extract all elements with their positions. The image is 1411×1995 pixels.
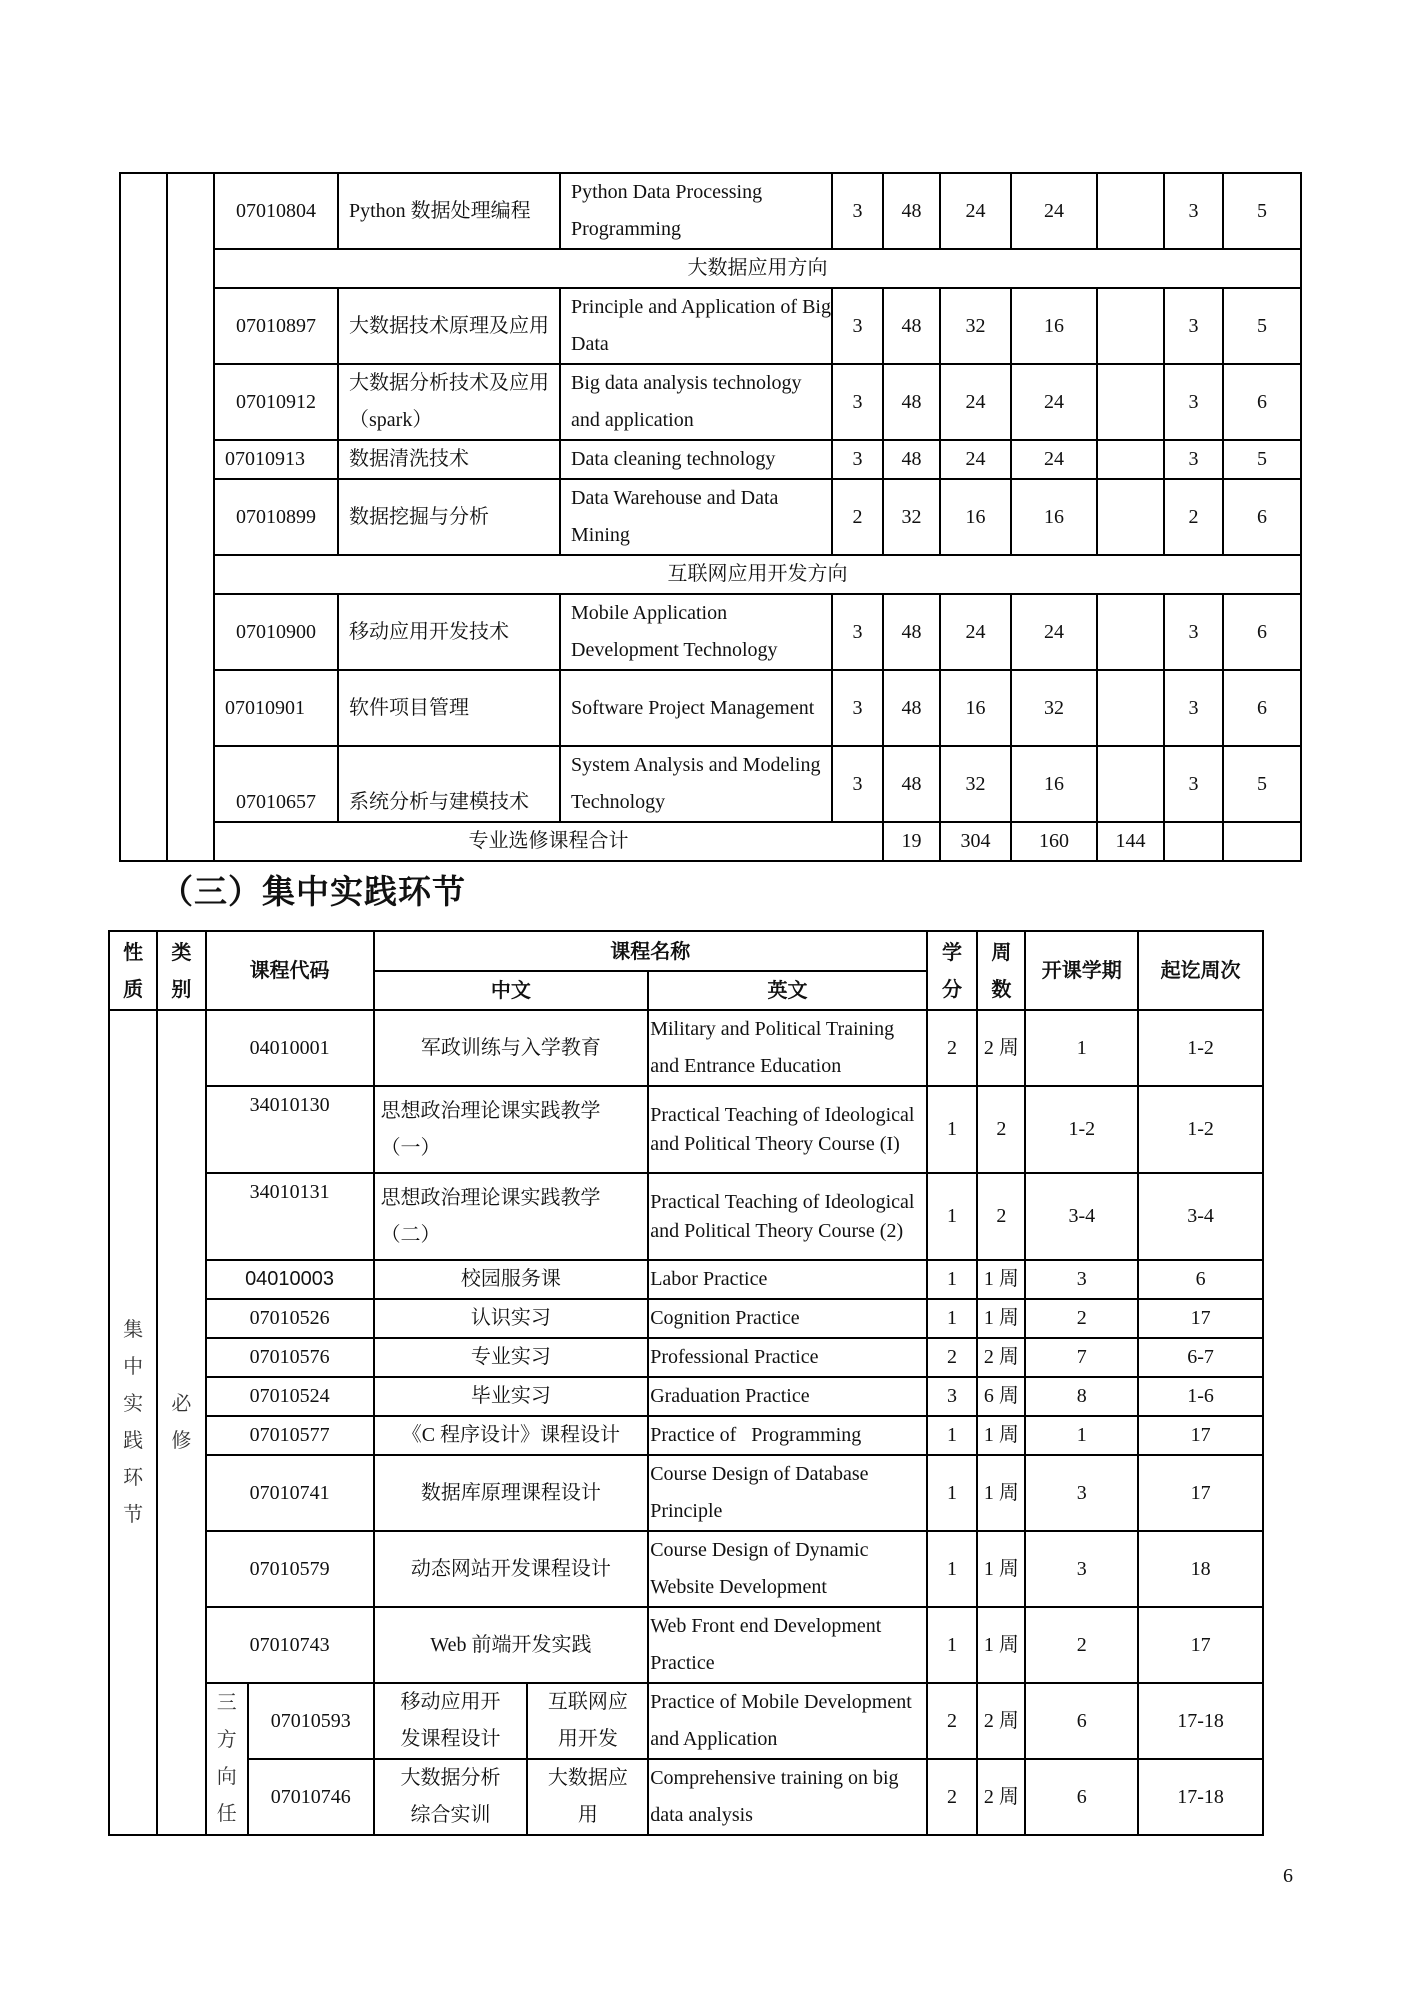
weekly-hours: 2 <box>1164 479 1223 555</box>
lecture-hours: 24 <box>940 594 1011 670</box>
week-range: 6 <box>1138 1260 1263 1299</box>
weeks: 1 周 <box>977 1299 1025 1338</box>
course-name-cn: 思想政治理论课实践教学（二） <box>374 1173 649 1260</box>
course-code: 07010899 <box>214 479 338 555</box>
header-row <box>109 931 1263 971</box>
category-cell <box>167 173 214 861</box>
course-code: 07010804 <box>214 173 338 249</box>
course-name-cn: 数据挖掘与分析 <box>338 479 560 555</box>
course-code: 04010003 <box>206 1260 374 1299</box>
course-name-en: Software Project Management <box>560 670 832 746</box>
header-weeks <box>977 931 1025 1010</box>
lab-hours: 16 <box>1011 288 1097 364</box>
weeks: 1 周 <box>977 1607 1025 1683</box>
table-row <box>109 1086 1263 1173</box>
course-name-cn: 军政训练与入学教育 <box>374 1010 649 1086</box>
credit: 1 <box>927 1455 977 1531</box>
semester: 6 <box>1025 1683 1138 1759</box>
header-cn: 中文 <box>374 971 649 1010</box>
course-name-en: Practical Teaching of Ideological and Political Theory Course (2) <box>648 1173 927 1260</box>
header-code: 课程代码 <box>206 931 374 1010</box>
group-header-row <box>120 249 1301 288</box>
course-code: 07010593 <box>248 1683 374 1759</box>
lecture-hours: 32 <box>940 288 1011 364</box>
week-range: 17 <box>1138 1607 1263 1683</box>
table-row <box>109 1338 1263 1377</box>
semester: 2 <box>1025 1299 1138 1338</box>
week-range: 3-4 <box>1138 1173 1263 1260</box>
total-hours: 48 <box>883 173 940 249</box>
week-range: 1-2 <box>1138 1086 1263 1173</box>
other-hours <box>1097 440 1164 479</box>
lab-hours: 24 <box>1011 364 1097 440</box>
table-row <box>109 1683 1263 1759</box>
week-range: 17 <box>1138 1299 1263 1338</box>
course-name-cn: 数据清洗技术 <box>338 440 560 479</box>
credit: 3 <box>832 670 883 746</box>
course-code: 07010524 <box>206 1377 374 1416</box>
semester: 5 <box>1223 173 1301 249</box>
week-range: 6-7 <box>1138 1338 1263 1377</box>
table-row <box>120 594 1301 670</box>
table-row <box>120 670 1301 746</box>
group-label-web: 互联网应用开发方向 <box>214 555 1301 594</box>
total-lecture-hours: 160 <box>1011 822 1097 861</box>
total-credit: 19 <box>883 822 940 861</box>
lab-hours: 24 <box>1011 440 1097 479</box>
other-hours <box>1097 670 1164 746</box>
lecture-hours: 16 <box>940 670 1011 746</box>
header-week-range: 起讫周次 <box>1138 931 1263 1010</box>
category-value: 必修 <box>171 1392 192 1452</box>
semester: 6 <box>1223 364 1301 440</box>
total-weekly-hours <box>1223 822 1301 861</box>
course-name-cn: 移动应用开发技术 <box>338 594 560 670</box>
weeks: 2 <box>977 1173 1025 1260</box>
week-range: 1-2 <box>1138 1010 1263 1086</box>
weeks: 1 周 <box>977 1260 1025 1299</box>
other-hours <box>1097 594 1164 670</box>
course-name-en: Practical Teaching of Ideological and Political Theory Course (I) <box>648 1086 927 1173</box>
direction-name <box>527 1759 648 1835</box>
course-code: 07010576 <box>206 1338 374 1377</box>
table-row <box>120 746 1301 822</box>
table-row <box>120 479 1301 555</box>
other-hours <box>1097 288 1164 364</box>
course-name-cn: 思想政治理论课实践教学（一） <box>374 1086 649 1173</box>
course-name-en: Big data analysis technology and application <box>560 364 832 440</box>
table-row <box>109 1299 1263 1338</box>
course-name-en: Comprehensive training on big data analysis <box>648 1759 927 1835</box>
weekly-hours: 3 <box>1164 594 1223 670</box>
direction-label: 三方向任 <box>216 1692 237 1825</box>
total-label: 专业选修课程合计 <box>214 822 883 861</box>
weekly-hours: 3 <box>1164 440 1223 479</box>
course-code: 07010579 <box>206 1531 374 1607</box>
credit: 3 <box>832 746 883 822</box>
credit: 2 <box>927 1683 977 1759</box>
lecture-hours: 24 <box>940 364 1011 440</box>
direction-name-text: 大数据应用 <box>547 1767 628 1826</box>
credit: 3 <box>832 594 883 670</box>
course-name-cn: 软件项目管理 <box>338 670 560 746</box>
other-hours <box>1097 173 1164 249</box>
course-name-en: Military and Political Training and Entrance Education <box>648 1010 927 1086</box>
header-nature-text: 性质 <box>123 939 144 1001</box>
total-hours: 48 <box>883 440 940 479</box>
course-code: 07010577 <box>206 1416 374 1455</box>
semester: 5 <box>1223 746 1301 822</box>
header-credit <box>927 931 977 1010</box>
semester: 2 <box>1025 1607 1138 1683</box>
semester: 3 <box>1025 1531 1138 1607</box>
credit: 2 <box>927 1759 977 1835</box>
week-range: 17-18 <box>1138 1683 1263 1759</box>
course-name-en: Practice of Programming <box>648 1416 927 1455</box>
total-hours: 48 <box>883 746 940 822</box>
total-other-hours <box>1164 822 1223 861</box>
lecture-hours: 24 <box>940 173 1011 249</box>
course-code: 34010131 <box>206 1173 374 1260</box>
course-code: 07010900 <box>214 594 338 670</box>
course-code: 07010657 <box>214 746 338 822</box>
course-code: 07010913 <box>214 440 338 479</box>
weeks: 2 周 <box>977 1010 1025 1086</box>
course-name-cn: 大数据分析技术及应用（spark） <box>338 364 560 440</box>
credit: 1 <box>927 1260 977 1299</box>
course-code: 04010001 <box>206 1010 374 1086</box>
header-course-name: 课程名称 <box>374 931 927 971</box>
header-weeks-text: 周数 <box>991 939 1012 1001</box>
semester: 1 <box>1025 1416 1138 1455</box>
week-range: 18 <box>1138 1531 1263 1607</box>
header-category-text: 类别 <box>171 939 192 1001</box>
weekly-hours: 3 <box>1164 173 1223 249</box>
header-nature <box>109 931 157 1010</box>
category-value-cell <box>157 1010 205 1835</box>
course-name-cn: 毕业实习 <box>374 1377 649 1416</box>
semester: 3-4 <box>1025 1173 1138 1260</box>
semester: 6 <box>1223 479 1301 555</box>
credit: 1 <box>927 1607 977 1683</box>
course-name-en: Data Warehouse and Data Mining <box>560 479 832 555</box>
weekly-hours: 3 <box>1164 746 1223 822</box>
other-hours <box>1097 364 1164 440</box>
weekly-hours: 3 <box>1164 670 1223 746</box>
course-name-en: Cognition Practice <box>648 1299 927 1338</box>
total-hours: 304 <box>940 822 1011 861</box>
credit: 1 <box>927 1416 977 1455</box>
course-code: 07010743 <box>206 1607 374 1683</box>
weeks: 2 周 <box>977 1683 1025 1759</box>
table-row <box>109 1173 1263 1260</box>
course-code: 07010901 <box>214 670 338 746</box>
weeks: 1 周 <box>977 1455 1025 1531</box>
semester: 7 <box>1025 1338 1138 1377</box>
week-range: 17 <box>1138 1455 1263 1531</box>
course-code: 34010130 <box>206 1086 374 1173</box>
course-code: 07010526 <box>206 1299 374 1338</box>
course-name-cn <box>374 1683 528 1759</box>
course-name-cn: 校园服务课 <box>374 1260 649 1299</box>
course-name-cn-text: 移动应用开发课程设计 <box>400 1691 501 1750</box>
nature-value-cell <box>109 1010 157 1835</box>
weeks: 1 周 <box>977 1531 1025 1607</box>
course-name-en: Labor Practice <box>648 1260 927 1299</box>
course-name-en: Data cleaning technology <box>560 440 832 479</box>
credit: 1 <box>927 1173 977 1260</box>
credit: 2 <box>927 1010 977 1086</box>
course-name-cn: 动态网站开发课程设计 <box>374 1531 649 1607</box>
weekly-hours: 3 <box>1164 288 1223 364</box>
semester: 5 <box>1223 288 1301 364</box>
nature-value: 集中实践环节 <box>123 1318 144 1526</box>
credit: 3 <box>832 440 883 479</box>
direction-label-cell <box>206 1683 248 1835</box>
semester: 6 <box>1223 670 1301 746</box>
weeks: 6 周 <box>977 1377 1025 1416</box>
table-row <box>109 1531 1263 1607</box>
course-name-en: Professional Practice <box>648 1338 927 1377</box>
table-row <box>120 173 1301 249</box>
total-hours: 32 <box>883 479 940 555</box>
weekly-hours: 3 <box>1164 364 1223 440</box>
header-semester: 开课学期 <box>1025 931 1138 1010</box>
total-hours: 48 <box>883 288 940 364</box>
course-name-cn: 数据库原理课程设计 <box>374 1455 649 1531</box>
header-en: 英文 <box>648 971 927 1010</box>
semester: 6 <box>1025 1759 1138 1835</box>
week-range: 17 <box>1138 1416 1263 1455</box>
credit: 2 <box>832 479 883 555</box>
course-name-en: Course Design of Database Principle <box>648 1455 927 1531</box>
lab-hours: 16 <box>1011 479 1097 555</box>
total-lab-hours: 144 <box>1097 822 1164 861</box>
course-code: 07010897 <box>214 288 338 364</box>
other-hours <box>1097 746 1164 822</box>
course-name-cn: Web 前端开发实践 <box>374 1607 649 1683</box>
lecture-hours: 16 <box>940 479 1011 555</box>
table-row <box>120 288 1301 364</box>
course-name-en: Python Data Processing Programming <box>560 173 832 249</box>
semester: 1 <box>1025 1010 1138 1086</box>
other-hours <box>1097 479 1164 555</box>
table-row <box>109 1759 1263 1835</box>
table-row <box>109 1260 1263 1299</box>
total-row <box>120 822 1301 861</box>
course-name-en: Graduation Practice <box>648 1377 927 1416</box>
credit: 3 <box>832 288 883 364</box>
credit: 3 <box>832 173 883 249</box>
week-range: 1-6 <box>1138 1377 1263 1416</box>
table-row <box>109 1010 1263 1086</box>
course-name-en: Principle and Application of Big Data <box>560 288 832 364</box>
table-row <box>109 1607 1263 1683</box>
weeks: 2 周 <box>977 1338 1025 1377</box>
total-hours: 48 <box>883 364 940 440</box>
lecture-hours: 24 <box>940 440 1011 479</box>
course-name-en: System Analysis and Modeling Technology <box>560 746 832 822</box>
credit: 1 <box>927 1086 977 1173</box>
credit: 3 <box>927 1377 977 1416</box>
semester: 3 <box>1025 1455 1138 1531</box>
course-name-en: Practice of Mobile Development and Application <box>648 1683 927 1759</box>
semester: 6 <box>1223 594 1301 670</box>
course-name-cn: 专业实习 <box>374 1338 649 1377</box>
total-hours: 48 <box>883 594 940 670</box>
course-name-cn: 系统分析与建模技术 <box>338 746 560 822</box>
direction-name-text: 互联网应用开发 <box>547 1691 628 1750</box>
course-code: 07010746 <box>248 1759 374 1835</box>
weeks: 2 <box>977 1086 1025 1173</box>
direction-name <box>527 1683 648 1759</box>
table-row <box>109 1416 1263 1455</box>
table-row <box>109 1377 1263 1416</box>
course-name-cn: 《C 程序设计》课程设计 <box>374 1416 649 1455</box>
lab-hours: 16 <box>1011 746 1097 822</box>
lab-hours: 24 <box>1011 594 1097 670</box>
course-code: 07010741 <box>206 1455 374 1531</box>
total-hours: 48 <box>883 670 940 746</box>
course-name-en: Web Front end Development Practice <box>648 1607 927 1683</box>
course-name-cn: Python 数据处理编程 <box>338 173 560 249</box>
credit: 3 <box>832 364 883 440</box>
course-name-cn: 大数据技术原理及应用 <box>338 288 560 364</box>
credit: 1 <box>927 1531 977 1607</box>
group-label-bigdata: 大数据应用方向 <box>214 249 1301 288</box>
course-name-en: Mobile Application Development Technology <box>560 594 832 670</box>
group-header-row <box>120 555 1301 594</box>
course-name-cn <box>374 1759 528 1835</box>
practice-courses-table <box>108 930 1264 1836</box>
table-row <box>109 1455 1263 1531</box>
credit: 1 <box>927 1299 977 1338</box>
page-number: 6 <box>1283 1865 1293 1887</box>
semester: 5 <box>1223 440 1301 479</box>
section-title: （三）集中实践环节 <box>160 872 466 911</box>
week-range: 17-18 <box>1138 1759 1263 1835</box>
header-category <box>157 931 205 1010</box>
header-credit-text: 学分 <box>942 939 963 1001</box>
lab-hours: 24 <box>1011 173 1097 249</box>
semester: 1-2 <box>1025 1086 1138 1173</box>
course-name-en: Course Design of Dynamic Website Development <box>648 1531 927 1607</box>
nature-cell <box>120 173 167 861</box>
semester: 8 <box>1025 1377 1138 1416</box>
course-name-cn-text: 大数据分析综合实训 <box>400 1767 501 1826</box>
elective-courses-table <box>119 172 1302 862</box>
lab-hours: 32 <box>1011 670 1097 746</box>
course-code: 07010912 <box>214 364 338 440</box>
semester: 3 <box>1025 1260 1138 1299</box>
table-row <box>120 440 1301 479</box>
credit: 2 <box>927 1338 977 1377</box>
table-row <box>120 364 1301 440</box>
weeks: 1 周 <box>977 1416 1025 1455</box>
weeks: 2 周 <box>977 1759 1025 1835</box>
course-name-cn: 认识实习 <box>374 1299 649 1338</box>
lecture-hours: 32 <box>940 746 1011 822</box>
